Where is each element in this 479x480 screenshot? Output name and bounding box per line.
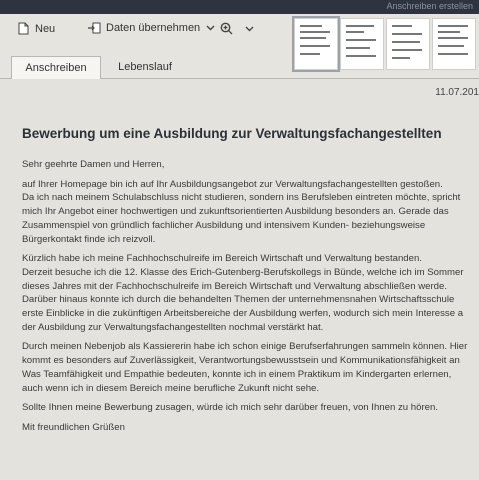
template-thumbnails [292, 18, 479, 70]
import-data-button[interactable] [88, 22, 215, 34]
letter-paragraph: auf Ihrer Homepage bin ich auf Ihr Ausbildungsangebot zur Verwaltungsfachangestellten gestoßen. Da ich nach meinem Schulabschluss nicht studieren, sondern ins Berufsleben eintreten möchte, spricht mich Ihr Angebot einer hochwertigen und zukunftsorientierten Ausbildung besonders an. Gerade das Zusammenspiel von gründlich fachlicher Ausbildung und intensivem Kunden- beziehungsweise Bürgerkontakt finde ich reizvoll. [22, 178, 461, 245]
letter-paragraph: Kürzlich habe ich meine Fachhochschulreife im Bereich Wirtschaft und Verwaltung bestanden. Derzeit besuche ich die 12. Klasse des Erich-Gutenberg-Berufskollegs in Bünde, welche ich im Sommer dieses Jahres mit der Fachhochschulreife im Bereich Wirtschaft und Verwaltung abschließen werde. Darüber hinaus konnte ich durch die behandelten Themen der unternehmensnahen Wirtschaftsschule erste Einblicke in die zukünftigen Arbeitsbereiche der Ausbildung werfen, wodurch sich mein Interesse a der Ausbildung zur Verwaltungsfachangestellten nochmal verstärkt hat. [22, 253, 464, 333]
zoom-chevron-down-icon [245, 26, 254, 32]
letter-body [22, 158, 479, 441]
tab-lebenslauf[interactable] [101, 56, 189, 78]
new-document-icon [18, 22, 29, 35]
letter-paragraph: Sollte Ihnen meine Bewerbung zusagen, würde ich mich sehr darüber freuen, von Ihnen zu hören. [22, 402, 438, 414]
zoom-in-icon [220, 22, 233, 35]
new-button[interactable] [18, 22, 55, 35]
zoom-button[interactable] [220, 22, 254, 35]
import-icon [88, 22, 101, 34]
letter-document [0, 79, 479, 480]
import-data-label: Daten übernehmen [106, 22, 201, 34]
letter-paragraph: Durch meinen Nebenjob als Kassiererin habe ich schon einige Berufserfahrungen sammeln können. Hier kommt es besonders auf Zuverlässigkeit, Verantwortungsbewusstsein und Kommunikationsfähigkeit an Was Teamfähigkeit und Empathie bedeuten, konnte ich in einem Praktikum im Kindergarten erlernen, auch wenn ich in diesem Bereich meine berufliche Zukunft nicht sehe. [22, 341, 468, 394]
letter-closing: Mit freundlichen Grüßen [22, 421, 125, 433]
account-label: Anschreiben erstellen [386, 1, 473, 11]
letter-subject: Bewerbung um eine Ausbildung zur Verwaltungsfachangestellten [22, 126, 442, 141]
template-thumbnail[interactable] [294, 18, 338, 70]
tab-anschreiben[interactable] [11, 56, 101, 79]
template-thumbnail[interactable] [432, 18, 476, 70]
window-top-bar [0, 0, 479, 14]
chevron-down-icon [206, 25, 215, 31]
tab-label: Anschreiben [25, 62, 87, 74]
tab-label: Lebenslauf [118, 61, 172, 73]
new-button-label: Neu [35, 22, 56, 35]
letter-date: 11.07.201 [435, 87, 479, 98]
template-thumbnail[interactable] [386, 18, 430, 70]
template-thumbnail[interactable] [340, 18, 384, 70]
letter-salutation: Sehr geehrte Damen und Herren, [22, 159, 165, 170]
